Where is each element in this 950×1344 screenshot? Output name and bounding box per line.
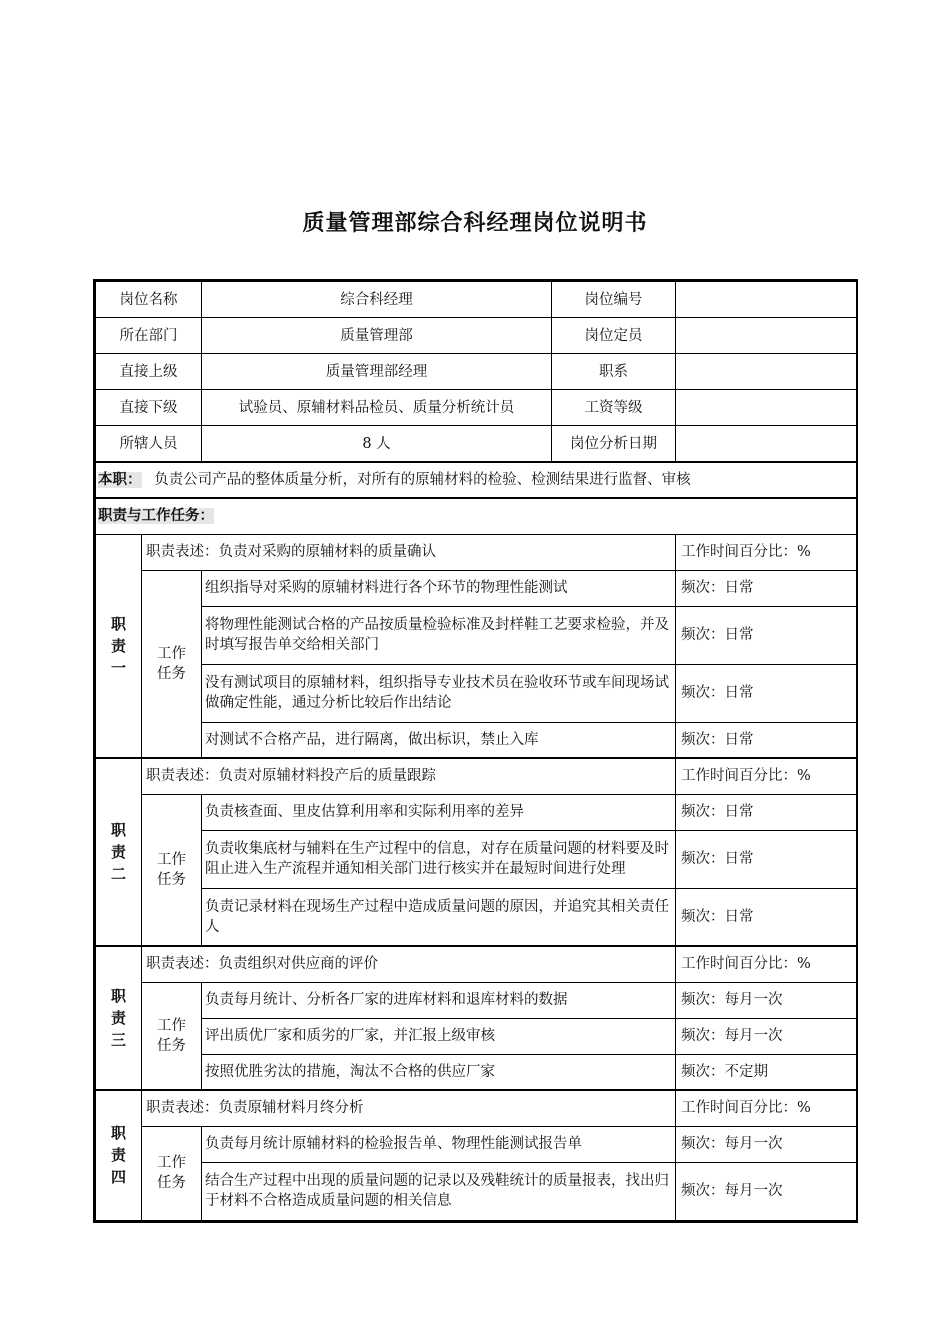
field-value: 综合科经理: [202, 282, 552, 318]
duty-percent: 工作时间百分比：%: [676, 946, 857, 982]
duty-percent: 工作时间百分比：%: [676, 758, 857, 794]
field-value: 质量管理部经理: [202, 354, 552, 390]
field-value: [676, 282, 857, 318]
field-value: [676, 354, 857, 390]
duty-desc-row: [96, 758, 857, 794]
task-row: [96, 1162, 857, 1220]
field-label: 工资等级: [552, 390, 676, 426]
task-frequency: 频次：日常: [676, 606, 857, 664]
task-row: [96, 1054, 857, 1090]
task-frequency: 频次：日常: [676, 794, 857, 830]
task-frequency: 频次：每月一次: [676, 1018, 857, 1054]
duty-desc-row: [96, 946, 857, 982]
task-frequency: 频次：日常: [676, 570, 857, 606]
task-label: 工作任务: [142, 570, 202, 758]
task-frequency: 频次：日常: [676, 830, 857, 888]
core-row: [96, 462, 857, 498]
field-label: 岗位编号: [552, 282, 676, 318]
task-text: 没有测试项目的原辅材料，组织指导专业技术员在验收环节或车间现场试做确定性能，通过分析比较后作出结论: [202, 664, 676, 722]
task-frequency: 频次：每月一次: [676, 1126, 857, 1162]
duty-name: 职责二: [96, 758, 142, 946]
task-frequency: 频次：日常: [676, 888, 857, 946]
basic-row: [96, 282, 857, 318]
task-text: 对测试不合格产品，进行隔离，做出标识，禁止入库: [202, 722, 676, 758]
field-label: 岗位定员: [552, 318, 676, 354]
duty-name: 职责三: [96, 946, 142, 1090]
field-value: [676, 390, 857, 426]
field-value: [676, 318, 857, 354]
field-label: 所在部门: [96, 318, 202, 354]
task-text: 评出质优厂家和质劣的厂家，并汇报上级审核: [202, 1018, 676, 1054]
duties-header-row: [96, 498, 857, 534]
task-row: [96, 1018, 857, 1054]
task-row: [96, 722, 857, 758]
task-label: 工作任务: [142, 794, 202, 946]
task-text: 负责每月统计原辅材料的检验报告单、物理性能测试报告单: [202, 1126, 676, 1162]
basic-row: [96, 426, 857, 463]
duty-desc-row: [96, 1090, 857, 1126]
task-text: 将物理性能测试合格的产品按质量检验标准及封样鞋工艺要求检验，并及时填写报告单交给相关部门: [202, 606, 676, 664]
task-label: 工作任务: [142, 982, 202, 1090]
field-label: 岗位分析日期: [552, 426, 676, 463]
task-frequency: 频次：日常: [676, 722, 857, 758]
form-table: [95, 281, 857, 1221]
duty-desc: 职责表述：负责对原辅材料投产后的质量跟踪: [142, 758, 676, 794]
duty-desc: 职责表述：负责原辅材料月终分析: [142, 1090, 676, 1126]
basic-row: [96, 318, 857, 354]
task-text: 负责记录材料在现场生产过程中造成质量问题的原因，并追究其相关责任人: [202, 888, 676, 946]
task-row: [96, 570, 857, 606]
task-row: [96, 982, 857, 1018]
duty-percent: 工作时间百分比：%: [676, 1090, 857, 1126]
task-text: 负责收集底材与辅料在生产过程中的信息，对存在质量问题的材料要及时阻止进入生产流程并通知相关部门进行核实并在最短时间进行处理: [202, 830, 676, 888]
field-value: 8 人: [202, 426, 552, 463]
duty-name: 职责四: [96, 1090, 142, 1220]
field-label: 所辖人员: [96, 426, 202, 463]
task-row: [96, 830, 857, 888]
task-text: 按照优胜劣汰的措施，淘汰不合格的供应厂家: [202, 1054, 676, 1090]
field-label: 直接上级: [96, 354, 202, 390]
core-label: 本职：: [98, 472, 142, 488]
duty-percent: 工作时间百分比：%: [676, 534, 857, 570]
task-label: 工作任务: [142, 1126, 202, 1220]
task-row: [96, 606, 857, 664]
job-description-form: [93, 279, 858, 1223]
field-label: 岗位名称: [96, 282, 202, 318]
task-frequency: 频次：每月一次: [676, 982, 857, 1018]
basic-row: [96, 390, 857, 426]
field-value: 试验员、原辅材料品检员、质量分析统计员: [202, 390, 552, 426]
task-row: [96, 1126, 857, 1162]
basic-row: [96, 354, 857, 390]
core-text: 负责公司产品的整体质量分析，对所有的原辅材料的检验、检测结果进行监督、审核: [154, 472, 691, 488]
duty-desc: 职责表述：负责组织对供应商的评价: [142, 946, 676, 982]
task-text: 组织指导对采购的原辅材料进行各个环节的物理性能测试: [202, 570, 676, 606]
task-row: [96, 794, 857, 830]
field-label: 直接下级: [96, 390, 202, 426]
task-frequency: 频次：每月一次: [676, 1162, 857, 1220]
task-frequency: 频次：不定期: [676, 1054, 857, 1090]
task-text: 负责每月统计、分析各厂家的进库材料和退库材料的数据: [202, 982, 676, 1018]
field-value: 质量管理部: [202, 318, 552, 354]
field-label: 职系: [552, 354, 676, 390]
duty-name: 职责一: [96, 534, 142, 758]
task-row: [96, 888, 857, 946]
duties-header: 职责与工作任务：: [98, 508, 214, 525]
field-value: [676, 426, 857, 463]
task-row: [96, 664, 857, 722]
task-text: 结合生产过程中出现的质量问题的记录以及残鞋统计的质量报表，找出归于材料不合格造成质量问题的相关信息: [202, 1162, 676, 1220]
duty-desc: 职责表述：负责对采购的原辅材料的质量确认: [142, 534, 676, 570]
task-frequency: 频次：日常: [676, 664, 857, 722]
page-title: 质量管理部综合科经理岗位说明书: [302, 211, 648, 236]
task-text: 负责核查面、里皮估算利用率和实际利用率的差异: [202, 794, 676, 830]
duty-desc-row: [96, 534, 857, 570]
